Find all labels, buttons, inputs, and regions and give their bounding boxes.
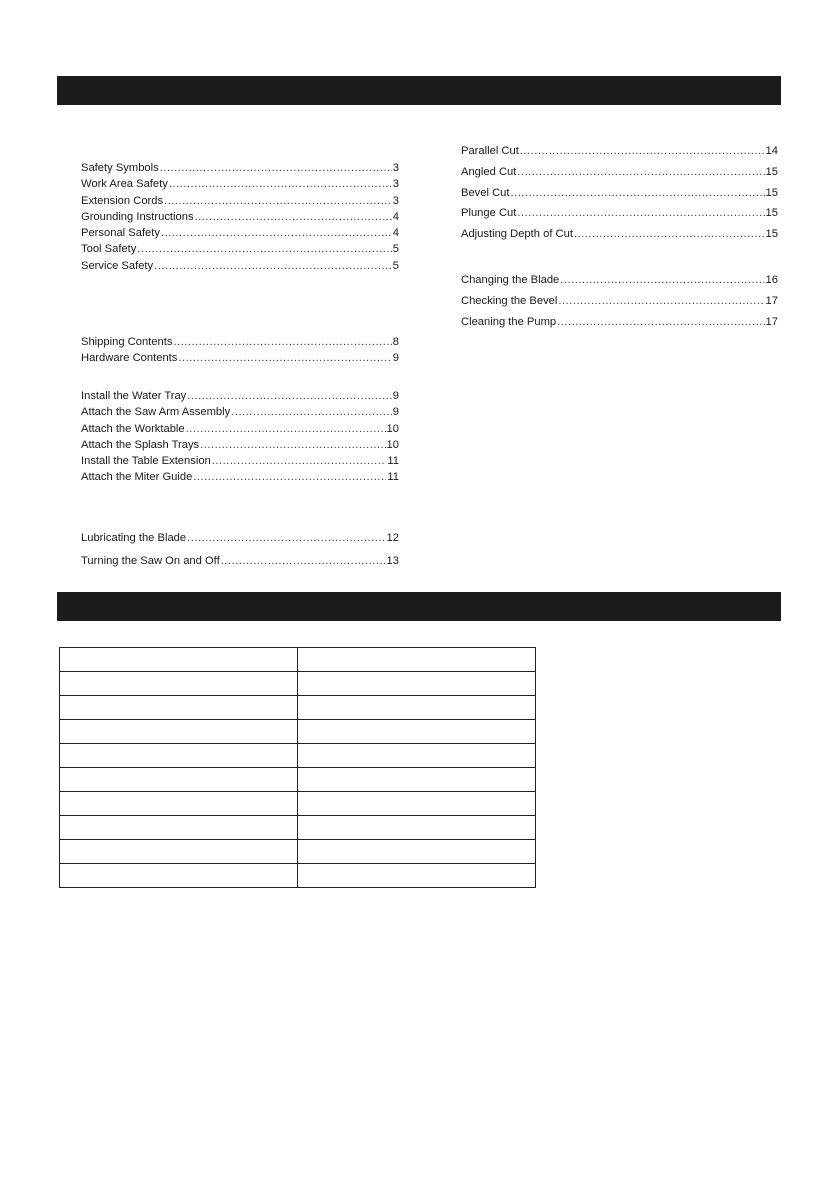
table-row [60, 816, 536, 840]
toc-entry-title: Extension Cords [81, 194, 164, 207]
toc-entry-page: 8 [392, 336, 399, 348]
table-cell [298, 744, 536, 768]
toc-group [461, 274, 778, 336]
toc-entry-page: 15 [765, 165, 778, 178]
toc-entry-page: 4 [392, 210, 399, 223]
toc-entry-title: Safety Symbols [81, 162, 159, 174]
toc-entry[interactable] [461, 228, 778, 249]
toc-dot-leader [195, 211, 392, 223]
toc-entry[interactable] [81, 336, 399, 352]
toc-entry-page: 5 [392, 259, 399, 272]
toc-entry-title: Work Area Safety [81, 178, 168, 191]
toc-entry-title: Bevel Cut [461, 186, 510, 199]
toc-entry[interactable] [81, 455, 399, 471]
table-cell [60, 696, 298, 720]
toc-entry-title: Cleaning the Pump [461, 315, 557, 328]
toc-entry[interactable] [81, 532, 399, 555]
table-cell [298, 864, 536, 888]
toc-dot-leader [160, 162, 392, 174]
toc-entry-page: 9 [392, 352, 399, 365]
table-cell [298, 672, 536, 696]
toc-entry-title: Turning the Saw On and Off [81, 555, 220, 567]
table-cell [298, 768, 536, 792]
toc-entry-title: Shipping Contents [81, 336, 173, 348]
table-cell [60, 864, 298, 888]
toc-entry[interactable] [81, 178, 399, 194]
toc-group [461, 145, 778, 249]
toc-dot-leader [187, 390, 391, 402]
toc-entry-title: Changing the Blade [461, 274, 560, 286]
toc-entry[interactable] [81, 352, 399, 368]
table-cell [60, 720, 298, 744]
table-row [60, 744, 536, 768]
table-row [60, 840, 536, 864]
contents-header-bar [57, 76, 781, 105]
toc-entry-page: 11 [387, 455, 399, 468]
toc-entry[interactable] [81, 162, 399, 178]
toc-entry-page: 3 [392, 178, 399, 191]
toc-entry-page: 12 [386, 532, 399, 544]
toc-entry-page: 17 [765, 315, 778, 328]
toc-dot-leader [212, 455, 387, 467]
toc-dot-leader [161, 227, 392, 239]
toc-entry-title: Attach the Miter Guide [81, 471, 193, 484]
toc-entry-page: 9 [392, 406, 399, 419]
toc-entry[interactable] [81, 227, 399, 243]
toc-entry-title: Install the Water Tray [81, 390, 187, 402]
toc-dot-leader [187, 532, 385, 544]
toc-dot-leader [186, 423, 386, 435]
toc-entry-page: 9 [392, 390, 399, 402]
toc-dot-leader [178, 352, 391, 364]
toc-dot-leader [574, 228, 765, 240]
toc-dot-leader [154, 260, 392, 272]
toc-entry[interactable] [81, 555, 399, 578]
toc-entry-page: 4 [392, 227, 399, 240]
toc-entry-page: 15 [765, 228, 778, 241]
toc-dot-leader [221, 555, 386, 567]
table-cell [60, 792, 298, 816]
toc-entry-page: 3 [392, 162, 399, 174]
toc-dot-leader [520, 145, 765, 157]
toc-entry-title: Attach the Saw Arm Assembly [81, 406, 231, 419]
toc-dot-leader [169, 178, 392, 190]
toc-entry[interactable] [461, 166, 778, 187]
table-cell [298, 840, 536, 864]
toc-entry[interactable] [81, 243, 399, 259]
toc-entry-title: Adjusting Depth of Cut [461, 228, 573, 241]
toc-dot-leader [164, 195, 392, 207]
toc-entry[interactable] [461, 207, 778, 228]
toc-entry[interactable] [81, 195, 399, 211]
toc-entry-page: 14 [765, 145, 778, 157]
toc-entry-page: 10 [386, 438, 399, 451]
table-cell [298, 816, 536, 840]
table-cell [60, 768, 298, 792]
toc-dot-leader [231, 406, 392, 418]
table-row [60, 648, 536, 672]
toc-entry-title: Parallel Cut [461, 145, 519, 157]
toc-entry[interactable] [81, 260, 399, 276]
toc-entry-title: Tool Safety [81, 243, 137, 256]
toc-dot-leader [193, 471, 386, 483]
table-cell [298, 720, 536, 744]
table-cell [298, 792, 536, 816]
table-cell [60, 648, 298, 672]
table-cell [60, 744, 298, 768]
toc-entry[interactable] [81, 390, 399, 406]
toc-entry[interactable] [461, 145, 778, 166]
toc-entry-title: Checking the Bevel [461, 294, 558, 307]
toc-group [81, 532, 399, 578]
table-cell [298, 648, 536, 672]
table-cell [60, 816, 298, 840]
toc-entry-title: Attach the Worktable [81, 422, 185, 435]
toc-entry-page: 13 [386, 555, 399, 567]
specifications-header-bar [57, 592, 781, 621]
toc-entry-title: Service Safety [81, 259, 154, 272]
table-row [60, 768, 536, 792]
toc-entry-title: Personal Safety [81, 227, 160, 240]
toc-entry[interactable] [81, 439, 399, 455]
toc-entry[interactable] [461, 274, 778, 295]
toc-entry-page: 15 [765, 186, 778, 199]
toc-entry[interactable] [81, 423, 399, 439]
toc-entry-page: 10 [386, 422, 399, 435]
toc-dot-leader [517, 166, 764, 178]
toc-entry-title: Grounding Instructions [81, 210, 194, 223]
table-cell [60, 672, 298, 696]
table-row [60, 864, 536, 888]
toc-dot-leader [511, 187, 765, 199]
toc-entry-title: Plunge Cut [461, 207, 517, 220]
toc-entry[interactable] [81, 406, 399, 422]
toc-entry-title: Angled Cut [461, 165, 517, 178]
toc-dot-leader [137, 243, 391, 255]
toc-entry[interactable] [81, 471, 399, 487]
table-row [60, 672, 536, 696]
toc-entry-title: Install the Table Extension [81, 455, 211, 468]
toc-group [81, 162, 399, 276]
toc-entry-page: 16 [765, 274, 778, 286]
toc-dot-leader [173, 336, 391, 348]
toc-dot-leader [558, 295, 764, 307]
table-cell [60, 840, 298, 864]
toc-dot-leader [557, 316, 764, 328]
specifications-table [59, 647, 536, 888]
toc-entry-page: 11 [387, 471, 399, 484]
toc-entry-title: Attach the Splash Trays [81, 438, 200, 451]
toc-entry[interactable] [461, 187, 778, 208]
toc-entry[interactable] [81, 211, 399, 227]
toc-entry-page: 5 [392, 243, 399, 256]
toc-entry-page: 3 [392, 194, 399, 207]
toc-dot-leader [517, 207, 764, 219]
toc-entry-title: Hardware Contents [81, 352, 178, 365]
toc-entry-page: 15 [765, 207, 778, 220]
toc-group [81, 390, 399, 488]
toc-entry-title: Lubricating the Blade [81, 532, 187, 544]
toc-entry-page: 17 [765, 294, 778, 307]
table-row [60, 696, 536, 720]
toc-entry[interactable] [461, 295, 778, 316]
toc-dot-leader [200, 439, 385, 451]
toc-group [81, 336, 399, 369]
table-cell [298, 696, 536, 720]
table-row [60, 720, 536, 744]
toc-dot-leader [560, 274, 764, 286]
toc-entry[interactable] [461, 316, 778, 337]
table-row [60, 792, 536, 816]
